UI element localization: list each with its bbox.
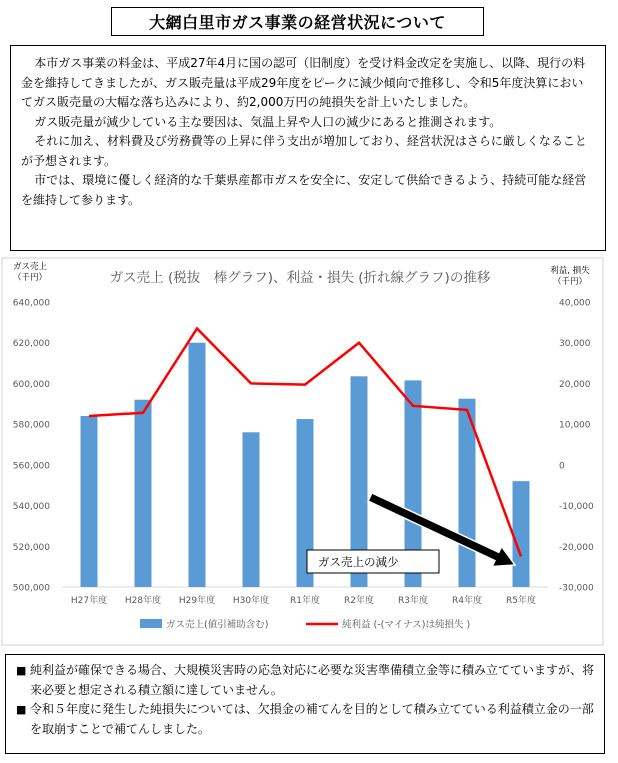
left-tick-label: 600,000 [12,379,50,390]
note-item [16,661,594,700]
x-tick-label: R3年度 [398,596,428,606]
sales-bar [81,416,98,587]
left-tick-label: 580,000 [12,420,50,431]
right-axis-label: 利益, 損失 [550,266,590,276]
right-tick-label: 20,000 [559,379,591,390]
left-tick-label: 500,000 [12,583,50,594]
left-axis-label: ガス売上 [12,262,48,272]
x-tick-label: R5年度 [506,596,536,606]
square-bullet-icon: ■ [16,703,27,716]
intro-paragraph: それに加え、材料費及び労務費等の上昇に伴う支出が増加しており、経営状況はさらに厳しくなることが予想されます。 [21,134,587,168]
sales-profit-chart [0,256,618,648]
sales-bar [513,481,530,587]
page-title: 大網白里市ガス事業の経営状況について [111,7,484,36]
right-tick-label: 30,000 [559,339,591,350]
right-tick-label: 40,000 [559,298,591,309]
legend-bar-swatch [140,619,162,628]
right-tick-label: 10,000 [559,420,591,431]
notes-box [5,654,605,754]
right-axis-unit: （千円） [552,277,588,287]
x-tick-label: H28年度 [124,596,162,606]
x-tick-label: H29年度 [178,596,216,606]
left-tick-label: 560,000 [12,461,50,472]
square-bullet-icon: ■ [16,664,27,677]
sales-bar [135,400,152,587]
legend-bar-label: ガス売上(値引補助含む) [166,619,269,631]
annotation-text: ガス売上の減少 [318,555,399,569]
right-tick-label: -20,000 [559,542,594,553]
sales-bar [243,432,260,587]
left-tick-label: 520,000 [12,542,50,553]
left-tick-label: 640,000 [12,298,50,309]
intro-paragraph: ガス販売量が減少している主な要因は、気温上昇や人口の減少にあると推測されます。 [34,114,502,129]
right-tick-label: 0 [559,461,565,472]
sales-bar [189,343,206,587]
intro-paragraph: 市では、環境に優しく経済的な千葉県産都市ガスを安全に、安定して供給できるよう、持続可能な経営を維持して参ります。 [21,173,587,207]
left-axis-unit: （千円） [12,273,48,283]
chart-title: ガス売上 (税抜 棒グラフ)、利益・損失 (折れ線グラフ)の推移 [109,270,491,286]
x-tick-label: H30年度 [232,596,270,606]
right-tick-label: -10,000 [559,502,594,513]
x-tick-label: R2年度 [344,596,374,606]
note-text: 令和５年度に発生した純損失については、欠損金の補てんを目的として積み立てている利益積立金の一部を取崩すことで補てんしました。 [30,702,594,736]
note-item [16,700,594,739]
right-tick-label: -30,000 [559,583,594,594]
note-text: 純利益が確保できる場合、大規模災害時の応急対応に必要な災害準備積立金等に積み立てていますが、将来必要と想定される積立額に達していません。 [30,663,595,697]
legend-line-label: 純利益 (-(マイナス)は純損失 ) [342,619,471,631]
x-tick-label: H27年度 [70,596,108,606]
left-tick-label: 540,000 [12,502,50,513]
left-tick-label: 620,000 [12,339,50,350]
x-tick-label: R4年度 [452,596,482,606]
x-tick-label: R1年度 [290,596,320,606]
chart-container [0,256,618,648]
intro-paragraph: 本市ガス事業の料金は、平成27年4月に国の認可（旧制度）を受け料金改定を実施し、以降、現行の料金を維持してきましたが、ガス販売量は平成29年度をピークに減少傾向で推移し、令和5年度決算においてガス販売量の大幅な落ち込みにより、約2,000万円の純損失を計上いたしました。 [21,56,586,109]
intro-text-box [10,45,606,251]
